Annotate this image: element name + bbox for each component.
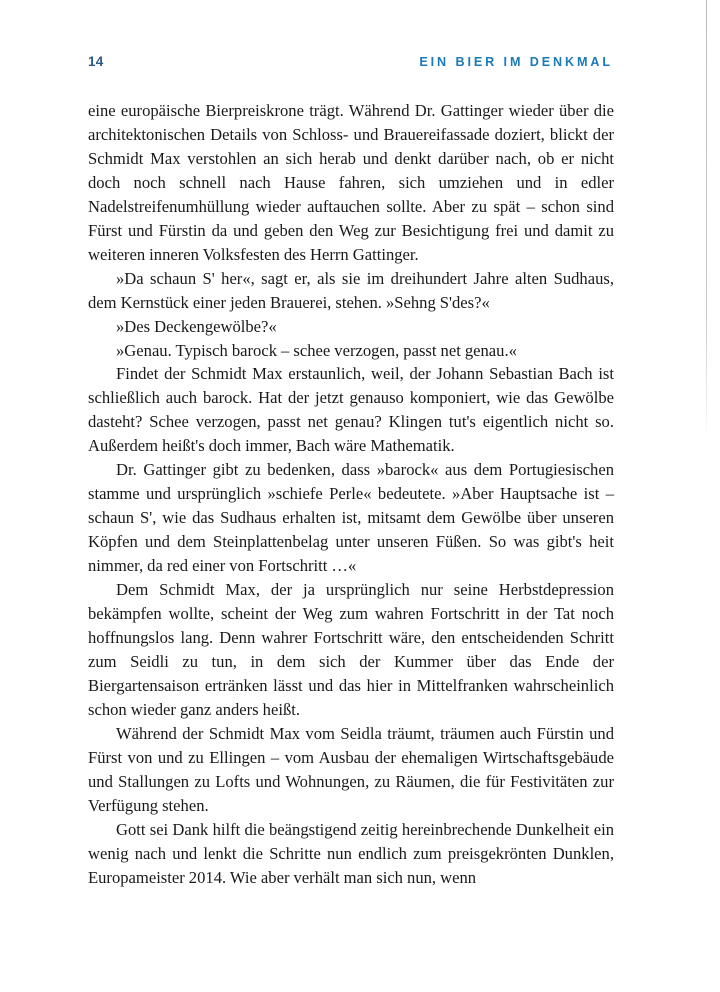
running-head	[88, 54, 613, 74]
paragraph: »Genau. Typisch barock – schee verzogen, passt net genau.«	[116, 340, 517, 360]
page-number: 14	[88, 54, 104, 69]
paragraph: Findet der Schmidt Max erstaunlich, weil, der Johann Sebastian Bach ist schließlich auch barock. Hat der jetzt genauso komponiert, wie das Gewölbe dasteht? Schee verzogen, passt net genau? Klingen tut's eigentlich nicht so. Außerdem heißt's doch immer, Bach wäre Mathematik.	[88, 364, 614, 456]
chapter-title: EIN BIER IM DENKMAL	[419, 55, 613, 69]
paragraph: »Des Deckengewölbe?«	[116, 316, 277, 336]
paragraph: »Da schaun S' her«, sagt er, als sie im dreihundert Jahre alten Sudhaus, dem Kernstück einer jeden Brauerei, stehen. »Sehng S'des?«	[88, 268, 614, 312]
page-edge-line	[706, 0, 707, 442]
paragraph: Dem Schmidt Max, der ja ursprünglich nur seine Herbstdepression bekämpfen wollte, scheint der Weg zum wahren Fortschritt in der Tat noch hoffnungslos lang. Denn wahrer Fortschritt wäre, den entscheidenden Schritt zum Seidli zu tun, in dem sich der Kummer über das Ende der Biergartensaison ertränken lässt und das hier in Mittelfranken wahrscheinlich schon wieder ganz anders heißt.	[88, 580, 614, 719]
paragraph: Während der Schmidt Max vom Seidla träumt, träumen auch Fürstin und Fürst von und zu Ellingen – vom Ausbau der ehemaligen Wirtschaftsgebäude und Stallungen zu Lofts und Wohnungen, zu Räumen, die für Festivitäten zur Verfügung stehen.	[88, 723, 614, 815]
paragraph: eine europäische Bierpreiskrone trägt. Während Dr. Gattinger wieder über die architektonischen Details von Schloss- und Brauereifassade doziert, blickt der Schmidt Max verstohlen an sich herab und denkt darüber nach, ob er nicht doch noch schnell nach Hause fahren, sich umziehen und in edler Nadelstreifenumhüllung wieder auftauchen sollte. Aber zu spät – schon sind Fürst und Fürstin da und geben den Weg zur Besichtigung frei und damit zu weiteren inneren Volksfesten des Herrn Gattinger.	[88, 101, 614, 264]
paragraph: Dr. Gattinger gibt zu bedenken, dass »barock« aus dem Portugiesischen stamme und ursprünglich »schiefe Perle« bedeutete. »Aber Hauptsache ist – schaun S', wie das Sudhaus erhalten ist, mitsamt dem Gewölbe über unseren Köpfen und dem Steinplattenbelag unter unseren Füßen. So was gibt's heit nimmer, da red einer von Fortschritt …«	[88, 460, 614, 576]
body-text-column	[88, 99, 614, 889]
paragraph: Gott sei Dank hilft die beängstigend zeitig hereinbrechende Dunkelheit ein wenig nach und lenkt die Schritte nun endlich zum preisgekrönten Dunklen, Europameister 2014. Wie aber verhält man sich nun, wenn	[88, 819, 614, 887]
